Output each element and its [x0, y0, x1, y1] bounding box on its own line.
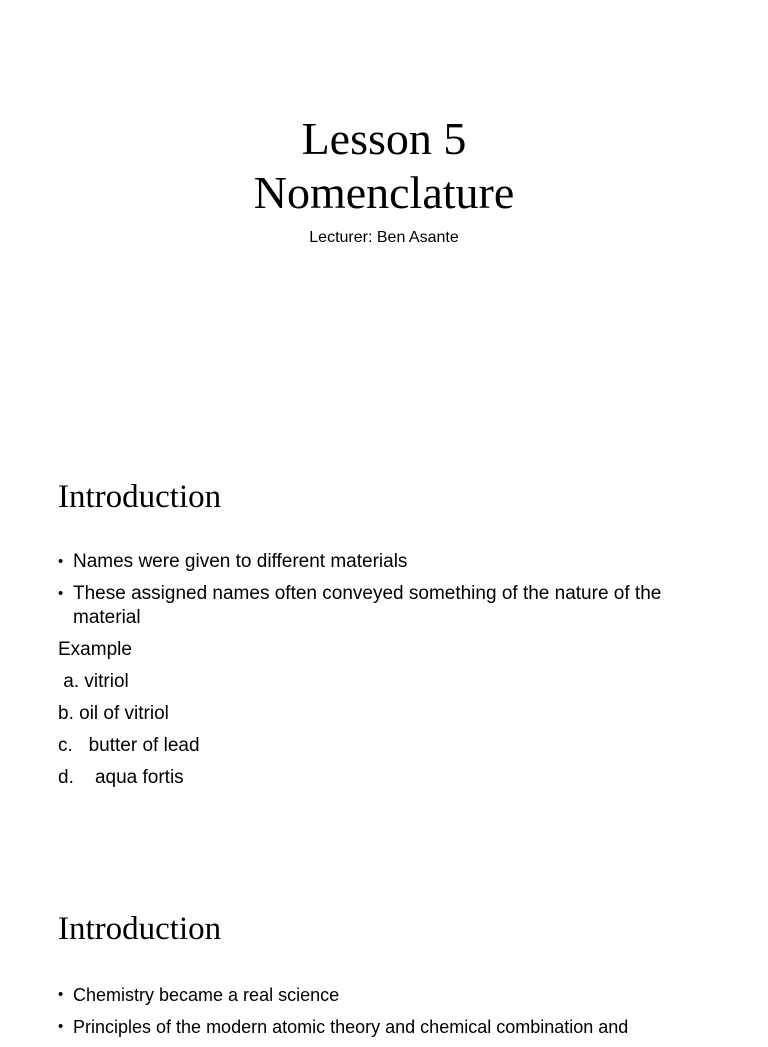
title-line-2: Nomenclature [253, 167, 515, 218]
slide-body [58, 550, 698, 798]
bullet-item: • Principles of the modern atomic theory and chemical combination and [58, 1015, 698, 1039]
example-item: d. aqua fortis [58, 767, 184, 788]
slide-introduction-1 [0, 430, 768, 860]
bullet-item: • These assigned names often conveyed something of the nature of the material [58, 582, 698, 630]
slide-title-heading [0, 112, 768, 220]
slide-heading: Introduction [58, 911, 222, 947]
slide-introduction-2 [0, 860, 768, 1037]
bullet-item: • Chemistry became a real science [58, 983, 698, 1007]
example-item: c. butter of lead [58, 735, 200, 756]
lecturer-subtitle: Lecturer: Ben Asante [309, 229, 459, 246]
example-item: b. oil of vitriol [58, 703, 169, 724]
example-item: a. vitriol [58, 671, 129, 692]
slide-body [58, 983, 698, 1047]
title-line-1: Lesson 5 [301, 113, 467, 164]
slide-title [0, 0, 768, 430]
bullet-item: • Names were given to different materials [58, 550, 698, 574]
slide-heading: Introduction [58, 479, 222, 515]
example-label: Example [58, 639, 132, 660]
